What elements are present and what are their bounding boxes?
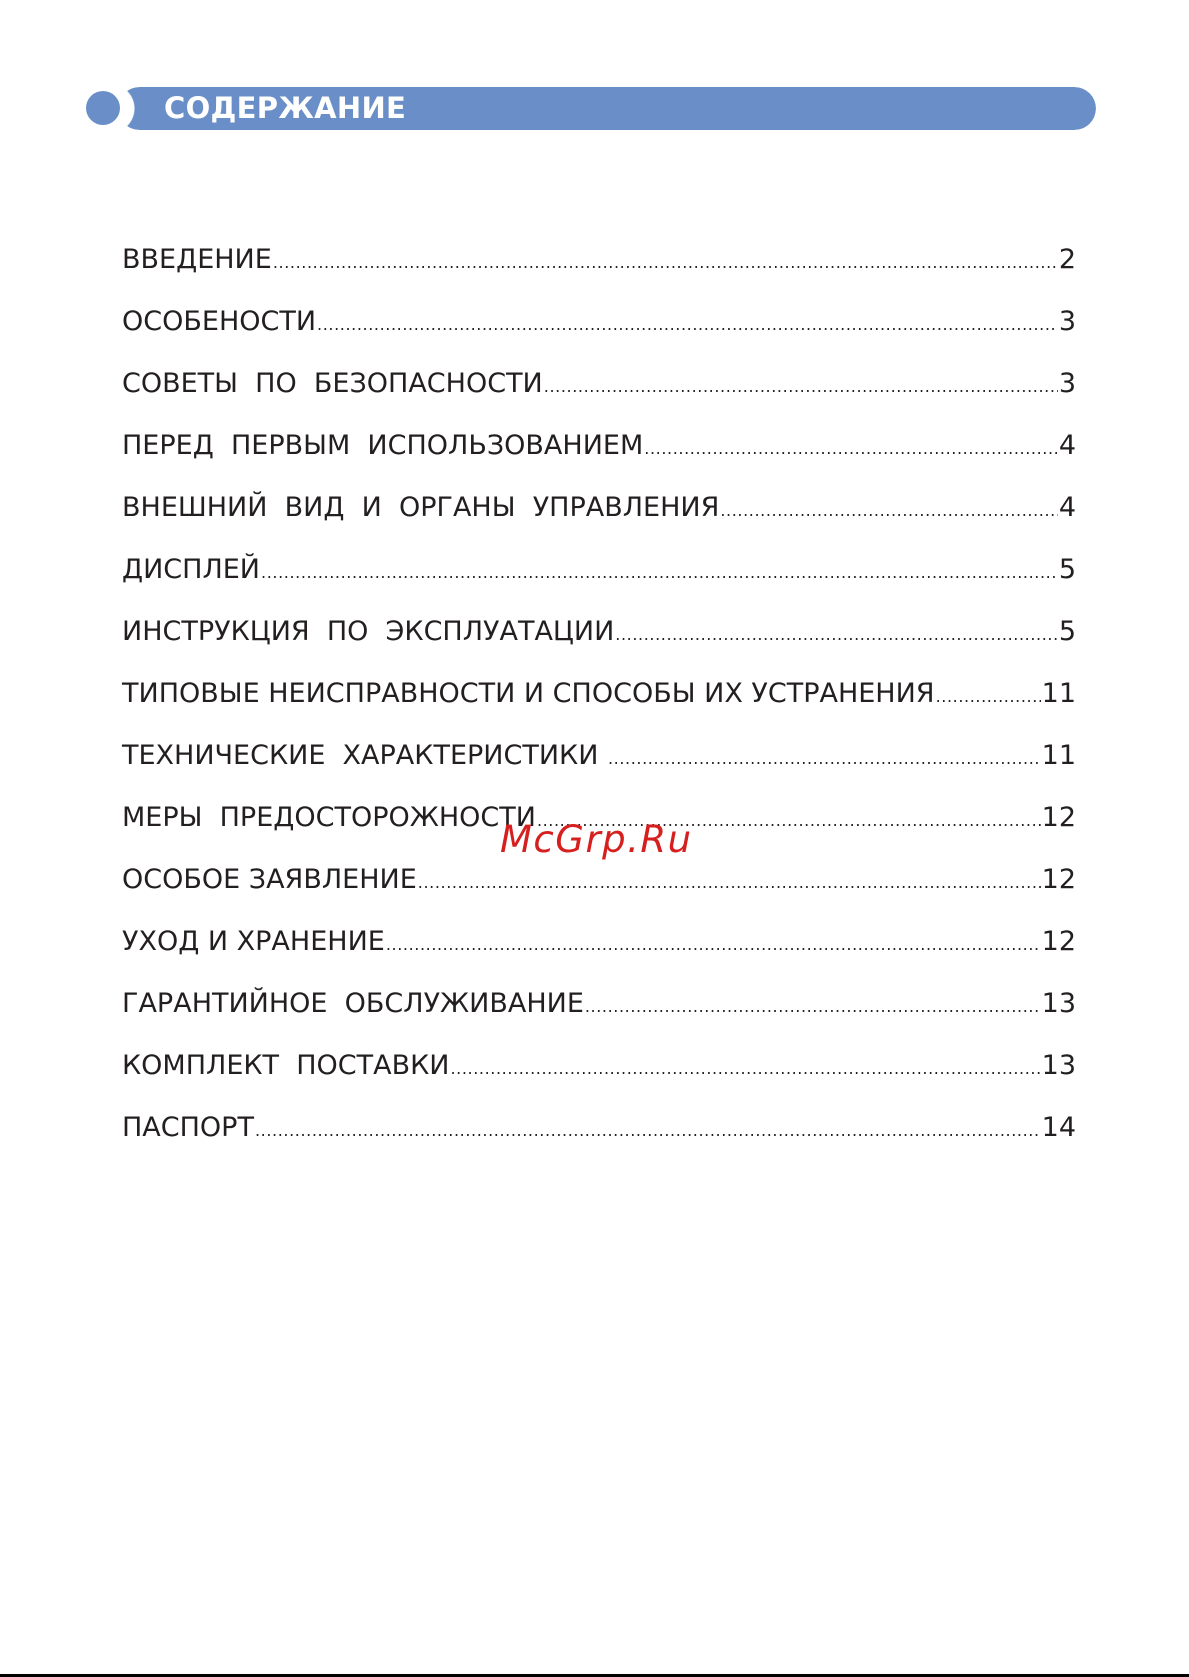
toc-item-title: ТЕХНИЧЕСКИЕ ХАРАКТЕРИСТИКИ [122, 740, 607, 771]
header-circle-ornament [86, 91, 120, 125]
toc-item-page: 11 [1041, 740, 1076, 771]
toc-item-title: КОМПЛЕКТ ПОСТАВКИ [122, 1050, 450, 1081]
table-of-contents [122, 244, 1076, 1174]
toc-item-page: 4 [1058, 492, 1076, 523]
toc-item[interactable] [122, 554, 1076, 616]
toc-item[interactable] [122, 306, 1076, 368]
toc-item-title: СОВЕТЫ ПО БЕЗОПАСНОСТИ [122, 368, 543, 399]
toc-item[interactable] [122, 678, 1076, 740]
toc-leader-dots [544, 377, 1058, 396]
toc-leader-dots [386, 935, 1041, 954]
toc-leader-dots [450, 1059, 1040, 1078]
toc-leader-dots [317, 315, 1058, 334]
toc-item[interactable] [122, 740, 1076, 802]
toc-item-page: 12 [1041, 802, 1076, 833]
toc-item-page: 5 [1058, 616, 1076, 647]
toc-leader-dots [936, 687, 1041, 706]
toc-item-title: МЕРЫ ПРЕДОСТОРОЖНОСТИ [122, 802, 536, 833]
toc-item-title: ПАСПОРТ [122, 1112, 254, 1143]
toc-item-title: ГАРАНТИЙНОЕ ОБСЛУЖИВАНИЕ [122, 988, 584, 1019]
toc-item-title: ДИСПЛЕЙ [122, 554, 261, 585]
toc-item-page: 14 [1041, 1112, 1076, 1143]
toc-leader-dots [255, 1121, 1041, 1140]
toc-item-page: 13 [1041, 1050, 1076, 1081]
toc-item-title: ИНСТРУКЦИЯ ПО ЭКСПЛУАТАЦИИ [122, 616, 615, 647]
toc-item-page: 12 [1041, 864, 1076, 895]
toc-item-page: 12 [1041, 926, 1076, 957]
toc-item-title: ПЕРЕД ПЕРВЫМ ИСПОЛЬЗОВАНИЕМ [122, 430, 644, 461]
toc-item-title: ВВЕДЕНИЕ [122, 244, 272, 275]
toc-item[interactable] [122, 926, 1076, 988]
toc-item-title: ТИПОВЫЕ НЕИСПРАВНОСТИ И СПОСОБЫ ИХ УСТРАНЕНИЯ [122, 678, 935, 709]
toc-leader-dots [608, 749, 1041, 768]
toc-item-page: 2 [1058, 244, 1076, 275]
toc-item-title: ОСОБЕНОСТИ [122, 306, 317, 337]
toc-leader-dots [261, 563, 1058, 582]
toc-item-page: 3 [1058, 368, 1076, 399]
toc-leader-dots [615, 625, 1058, 644]
toc-item[interactable] [122, 1112, 1076, 1174]
toc-leader-dots [273, 253, 1058, 272]
toc-leader-dots [644, 439, 1058, 458]
toc-item-page: 4 [1058, 430, 1076, 461]
toc-item-title: УХОД И ХРАНЕНИЕ [122, 926, 385, 957]
site-watermark: McGrp.Ru [500, 818, 693, 861]
toc-item-page: 11 [1041, 678, 1076, 709]
toc-leader-dots [720, 501, 1057, 520]
toc-item[interactable] [122, 988, 1076, 1050]
toc-item[interactable] [122, 616, 1076, 678]
toc-item-title: ВНЕШНИЙ ВИД И ОРГАНЫ УПРАВЛЕНИЯ [122, 492, 720, 523]
toc-item-page: 13 [1041, 988, 1076, 1019]
toc-item-title: ОСОБОЕ ЗАЯВЛЕНИЕ [122, 864, 417, 895]
toc-leader-dots [418, 873, 1041, 892]
toc-item-page: 3 [1058, 306, 1076, 337]
section-header [86, 87, 1096, 130]
toc-item[interactable] [122, 244, 1076, 306]
page-title: СОДЕРЖАНИЕ [164, 91, 407, 125]
toc-item[interactable] [122, 430, 1076, 492]
toc-item[interactable] [122, 492, 1076, 554]
toc-item[interactable] [122, 1050, 1076, 1112]
toc-item-page: 5 [1058, 554, 1076, 585]
toc-item[interactable] [122, 864, 1076, 926]
toc-item[interactable] [122, 368, 1076, 430]
toc-leader-dots [585, 997, 1041, 1016]
